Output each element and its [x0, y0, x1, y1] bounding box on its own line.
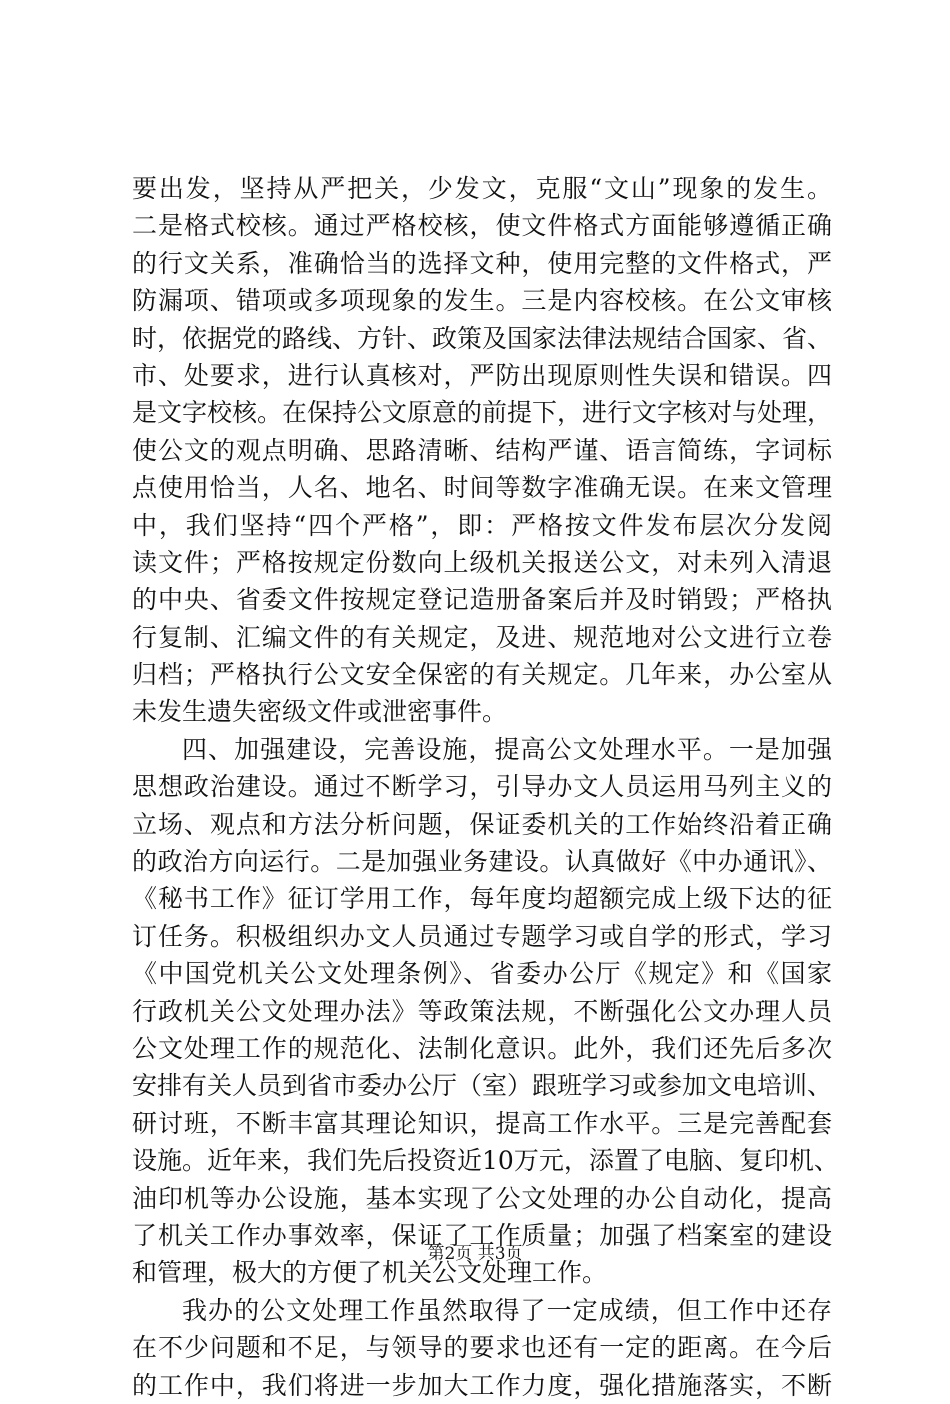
text-line: 二是格式校核。通过严格校核，使文件格式方面能够遵循正确	[132, 211, 832, 241]
text-line: 防漏项、错项或多项现象的发生。三是内容校核。在公文审核	[132, 286, 832, 316]
text-line: 市、处要求，进行认真核对，严防出现原则性失误和错误。四	[132, 360, 832, 390]
text-line: 归档；严格执行公文安全保密的有关规定。几年来，办公室从	[132, 660, 832, 690]
text-line: 要出发，坚持从严把关，少发文，克服“文山”现象的发生。	[132, 174, 832, 203]
text-line: 时，依据党的路线、方针、政策及国家法律法规结合国家、省、	[132, 323, 833, 353]
text-line: 在不少问题和不足，与领导的要求也还有一定的距离。在今后	[132, 1333, 832, 1363]
text-line: 读文件；严格按规定份数向上级机关报送公文，对未列入清退	[132, 547, 832, 577]
text-line: 的工作中，我们将进一步加大工作力度，强化措施落实，不断	[132, 1370, 832, 1400]
text-line: 安排有关人员到省市委办公厅（室）跟班学习或参加文电培训、	[132, 1071, 833, 1101]
text-line: 的中央、省委文件按规定登记造册备案后并及时销毁；严格执	[132, 585, 832, 615]
text-line: 和管理，极大的方便了机关公文处理工作。	[132, 1258, 608, 1288]
text-line: 的政治方向运行。二是加强业务建设。认真做好《中办通讯》、	[132, 847, 832, 877]
text-line: 的行文关系，准确恰当的选择文种，使用完整的文件格式，严	[132, 248, 832, 278]
text-line: 点使用恰当，人名、地名、时间等数字准确无误。在来文管理	[132, 473, 832, 503]
text-line: 使公文的观点明确、思路清晰、结构严谨、语言简练，字词标	[132, 435, 832, 465]
text-line: 《中国党机关公文处理条例》、省委办公厅《规定》和《国家	[132, 959, 832, 989]
text-line: 研讨班，不断丰富其理论知识，提高工作水平。三是完善配套	[132, 1108, 832, 1138]
text-line: 《秘书工作》征订学用工作，每年度均超额完成上级下达的征	[132, 884, 832, 914]
page-number-footer: 第2页 共3页	[427, 1244, 523, 1264]
body-text	[132, 170, 839, 1404]
text-line: 未发生遗失密级文件或泄密事件。	[132, 697, 508, 727]
text-line: 了机关工作办事效率，保证了工作质量；加强了档案室的建设	[132, 1220, 832, 1250]
text-line: 油印机等办公设施，基本实现了公文处理的办公自动化，提高	[132, 1183, 832, 1213]
text-line: 是文字校核。在保持公文原意的前提下，进行文字核对与处理，	[132, 398, 833, 428]
paragraph-start-line: 四、加强建设，完善设施，提高公文处理水平。一是加强	[182, 734, 832, 764]
text-line: 行政机关公文处理办法》等政策法规，不断强化公文办理人员	[132, 996, 832, 1026]
text-line: 设施。近年来，我们先后投资近10万元，添置了电脑、复印机、	[132, 1146, 839, 1176]
text-line: 中，我们坚持“四个严格”，即：严格按文件发布层次分发阅	[132, 510, 832, 540]
text-line: 公文处理工作的规范化、法制化意识。此外，我们还先后多次	[132, 1033, 832, 1063]
paragraph-start-line: 我办的公文处理工作虽然取得了一定成绩，但工作中还存	[182, 1295, 832, 1325]
text-line: 思想政治建设。通过不断学习，引导办文人员运用马列主义的	[132, 772, 832, 802]
text-line: 立场、观点和方法分析问题，保证委机关的工作始终沿着正确	[132, 809, 832, 839]
text-line: 行复制、汇编文件的有关规定，及进、规范地对公文进行立卷	[132, 622, 832, 652]
text-line: 订任务。积极组织办文人员通过专题学习或自学的形式，学习	[132, 921, 832, 951]
